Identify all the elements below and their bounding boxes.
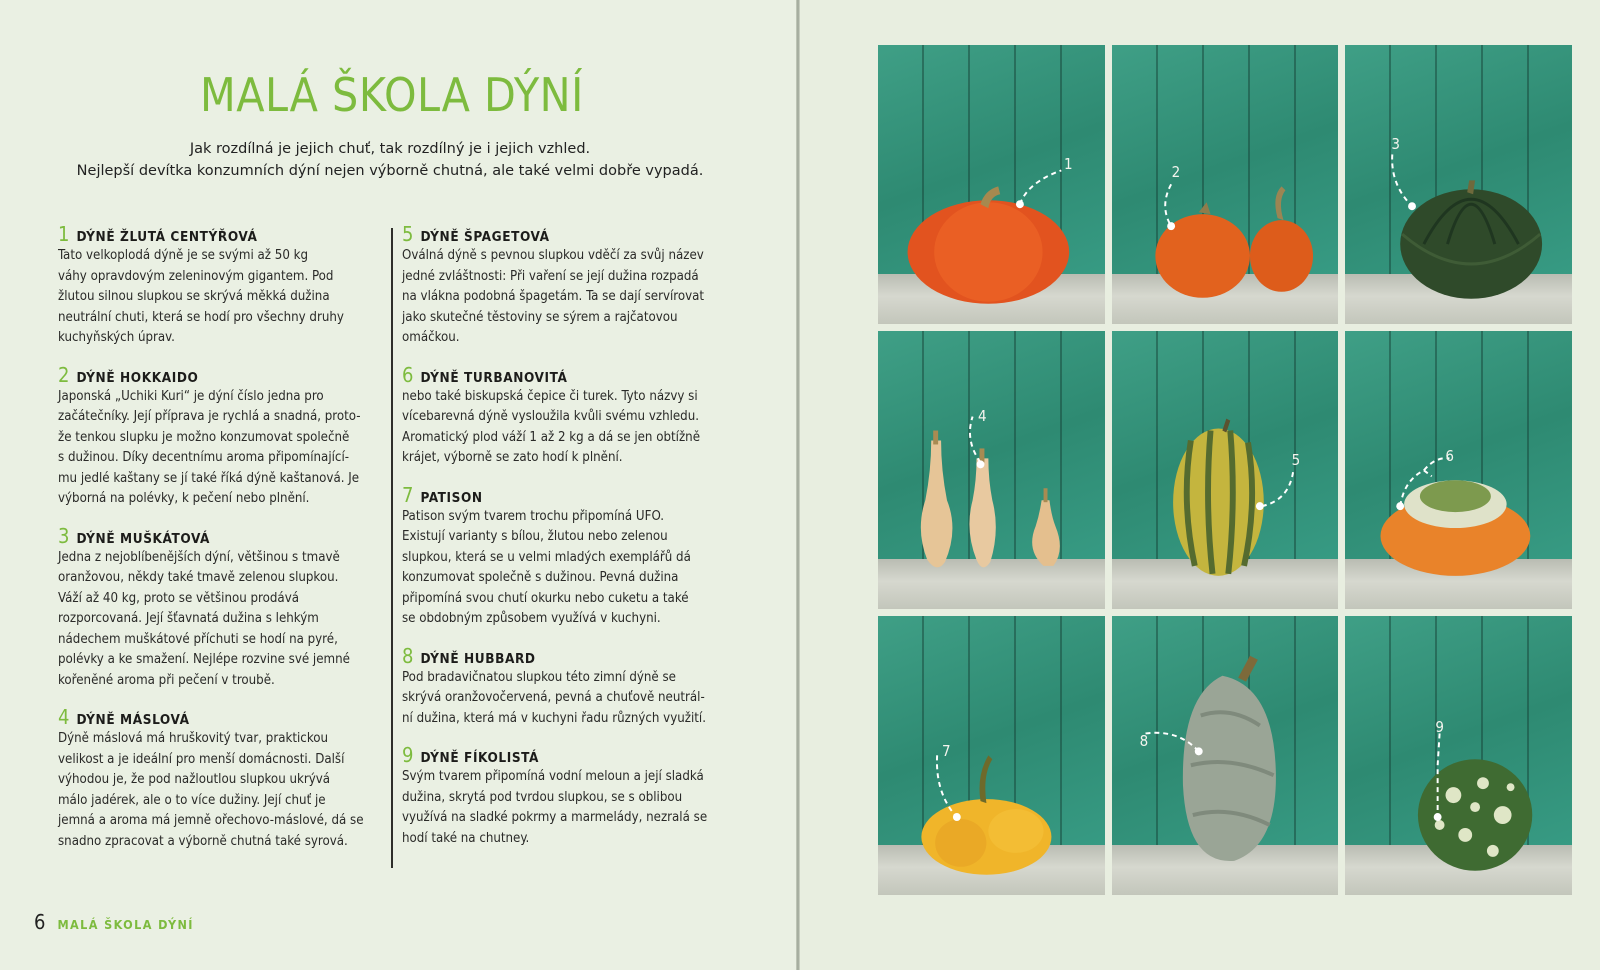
text-line: skrývá oranžovočervená, pevná a chuťově neutrál- [402, 690, 705, 705]
text-line: začátečníky. Její příprava je rychlá a snadná, proto- [58, 409, 361, 424]
text-line: slupkou, která se u velmi mladých exemplářů dá [402, 549, 691, 565]
left-page [0, 0, 798, 970]
photo-number: 2 [1171, 163, 1181, 181]
text-line: jemná a aroma má jemně ořechovo-máslové, dá se [58, 813, 364, 828]
page-footer [34, 910, 194, 934]
text-line: kuchyňských úprav. [58, 330, 175, 345]
entry-9 [402, 743, 728, 849]
text-line: Dýně máslová má hruškovitý tvar, praktickou [58, 731, 329, 746]
entry-number: 2 [58, 362, 70, 387]
text-line: Váží až 40 kg, proto se většinou prodává [58, 590, 299, 606]
entry-heading: DÝNĚ MUŠKÁTOVÁ [76, 530, 211, 547]
text-line: dužina, skrytá pod tvrdou slupkou, se s oblibou [402, 789, 683, 805]
photo-green-pumpkin [1345, 45, 1572, 324]
entry-1 [58, 222, 384, 349]
text-line: Jedna z nejoblíbenějších dýní, většinou s tmavě [58, 549, 340, 565]
text-line: málo jadérek, ale o to více dužiny. Její chuť je [58, 792, 326, 808]
entry-text [58, 387, 384, 510]
entry-text [402, 668, 728, 730]
photo-number: 4 [978, 406, 987, 425]
entry-text [402, 246, 728, 349]
entry-number: 8 [402, 643, 414, 668]
photo-butternut [878, 331, 1105, 610]
entry-7 [402, 483, 728, 630]
intro-line: Nejlepší devítka konzumních dýní nejen výborně chutná, ale také velmi dobře vypadá. [76, 163, 704, 179]
text-line: neutrální chuti, která se hodí pro všechny druhy [58, 309, 344, 325]
page-number: 6 [34, 910, 46, 934]
text-line: že tenkou slupku je možno konzumovat společně [58, 429, 350, 445]
text-line: Tato velkoplodá dýně je se svými až 50 kg [58, 248, 309, 263]
entry-heading: DÝNĚ FÍKOLISTÁ [420, 750, 540, 766]
entry-number: 9 [402, 743, 414, 767]
entry-heading: DÝNĚ ŽLUTÁ CENTÝŘOVÁ [76, 229, 258, 245]
text-line: nádechem muškátové příchuti se hodí na pyré, [58, 631, 338, 647]
entry-5 [402, 222, 728, 349]
intro-text [60, 138, 720, 182]
entry-text [58, 548, 384, 692]
photo-number: 5 [1291, 450, 1301, 469]
text-line: Pod bradavičnatou slupkou této zimní dýně se [402, 669, 676, 685]
photo-turban-squash [1345, 331, 1572, 610]
entry-number: 7 [402, 482, 414, 507]
photo-hubbard [1112, 616, 1339, 895]
text-line: váhy opravdovým zeleninovým gigantem. Pod [58, 268, 334, 284]
text-line: výhodou je, že pod nažloutlou slupkou ukrývá [58, 772, 331, 787]
entry-heading: DÝNĚ ŠPAGETOVÁ [420, 229, 550, 245]
text-line: snadno zpracovat a výborně chutná také syrová. [58, 833, 348, 849]
entry-number: 5 [402, 222, 414, 246]
photo-number: 3 [1391, 135, 1400, 153]
entry-text [402, 507, 728, 630]
entry-heading: PATISON [420, 489, 483, 506]
column-divider [391, 228, 393, 868]
text-line: se obdobným způsobem využívá v kuchyni. [402, 611, 661, 626]
photo-orange-pumpkin [878, 45, 1105, 324]
entry-number: 1 [58, 222, 70, 246]
text-line: s dužinou. Díky decentnímu aroma připomínající- [58, 450, 350, 465]
entry-heading: DÝNĚ HUBBARD [420, 650, 536, 667]
entry-3 [58, 524, 384, 692]
photo-number: 8 [1139, 732, 1149, 751]
squash-photo-grid [878, 45, 1572, 895]
entry-heading: DÝNĚ TURBANOVITÁ [420, 369, 568, 386]
text-line: Patison svým tvarem trochu připomíná UFO. [402, 508, 665, 524]
text-column-left [58, 222, 384, 866]
running-title: MALÁ ŠKOLA DÝNÍ [57, 917, 194, 932]
text-column-right [402, 222, 728, 863]
text-line: Svým tvarem připomíná vodní meloun a její sladká [402, 769, 704, 784]
entry-text [402, 387, 728, 469]
text-line: Oválná dýně s pevnou slupkou vděčí za svůj název [402, 248, 704, 263]
photo-patisson [878, 616, 1105, 895]
text-line: vícebarevná dýně vysloužila kvůli svému vzhledu. [402, 409, 700, 424]
intro-line: Jak rozdílná je jejich chuť, tak rozdílný je i jejich vzhled. [189, 141, 591, 157]
text-line: ní dužina, která má v kuchyni řadu různých využití. [402, 710, 706, 726]
entry-8 [402, 644, 728, 730]
text-line: rozporcovaná. Její šťavnatá dužina s lehkým [58, 611, 319, 626]
entry-text [58, 246, 384, 349]
text-line: hodí také na chutney. [402, 830, 530, 846]
text-line: oranžovou, někdy také tmavě zelenou slupkou. [58, 570, 339, 585]
entry-6 [402, 363, 728, 469]
text-line: nebo také biskupská čepice či turek. Tyto názvy si [402, 388, 698, 404]
text-line: polévky a ke smažení. Nejlépe rozvine své jemné [58, 652, 350, 667]
text-line: Japonská „Uchiki Kuri“ je dýní číslo jedna pro [58, 388, 324, 404]
text-line: využívá na sladké pokrmy a marmelády, nezralá se [402, 810, 708, 825]
text-line: Existují varianty s bílou, žlutou nebo zelenou [402, 529, 668, 544]
entry-text [58, 729, 384, 852]
photo-number: 7 [942, 742, 951, 761]
entry-4 [58, 705, 384, 852]
text-line: výborná na polévky, k pečení nebo plnění. [58, 491, 310, 506]
photo-striped-squash [1112, 331, 1339, 610]
entry-text [402, 767, 728, 849]
photo-number: 9 [1435, 718, 1444, 737]
text-line: na vlákna podobná špagetám. Ta se dají servírovat [402, 289, 705, 304]
entry-number: 3 [58, 523, 70, 548]
text-line: připomíná svou chutí okurku nebo cuketu a také [402, 590, 689, 606]
entry-heading: DÝNĚ MÁSLOVÁ [76, 712, 190, 728]
text-line: mu jedlé kaštany se jí také říká dýně kaštanová. Je [58, 470, 360, 486]
text-line: jedné zvláštnosti: Při vaření se její dužina rozpadá [402, 268, 699, 284]
entry-number: 6 [402, 362, 414, 387]
photo-number: 6 [1445, 446, 1454, 465]
text-line: Aromatický plod váží 1 až 2 kg a dá se jen obtížně [402, 429, 700, 445]
text-line: krájet, výborně se zato hodí k plnění. [402, 450, 623, 465]
text-line: velikost a je ideální pro menší domácnosti. Další [58, 751, 345, 767]
text-line: jako skutečné těstoviny se sýrem a rajčatovou [402, 309, 678, 325]
text-line: kořeněné aroma při pečení v troubě. [58, 672, 275, 688]
photo-hokkaido [1112, 45, 1339, 324]
entry-heading: DÝNĚ HOKKAIDO [76, 369, 199, 386]
text-line: omáčkou. [402, 330, 460, 345]
entry-2 [58, 363, 384, 510]
entry-number: 4 [58, 705, 70, 729]
photo-number: 1 [1064, 155, 1073, 173]
photo-figleaf-gourd [1345, 616, 1572, 895]
text-line: konzumovat společně s dužinou. Pevná dužina [402, 570, 679, 585]
page-title: MALÁ ŠKOLA DÝNÍ [200, 68, 584, 122]
text-line: žlutou silnou slupkou se skrývá měkká dužina [58, 289, 330, 304]
